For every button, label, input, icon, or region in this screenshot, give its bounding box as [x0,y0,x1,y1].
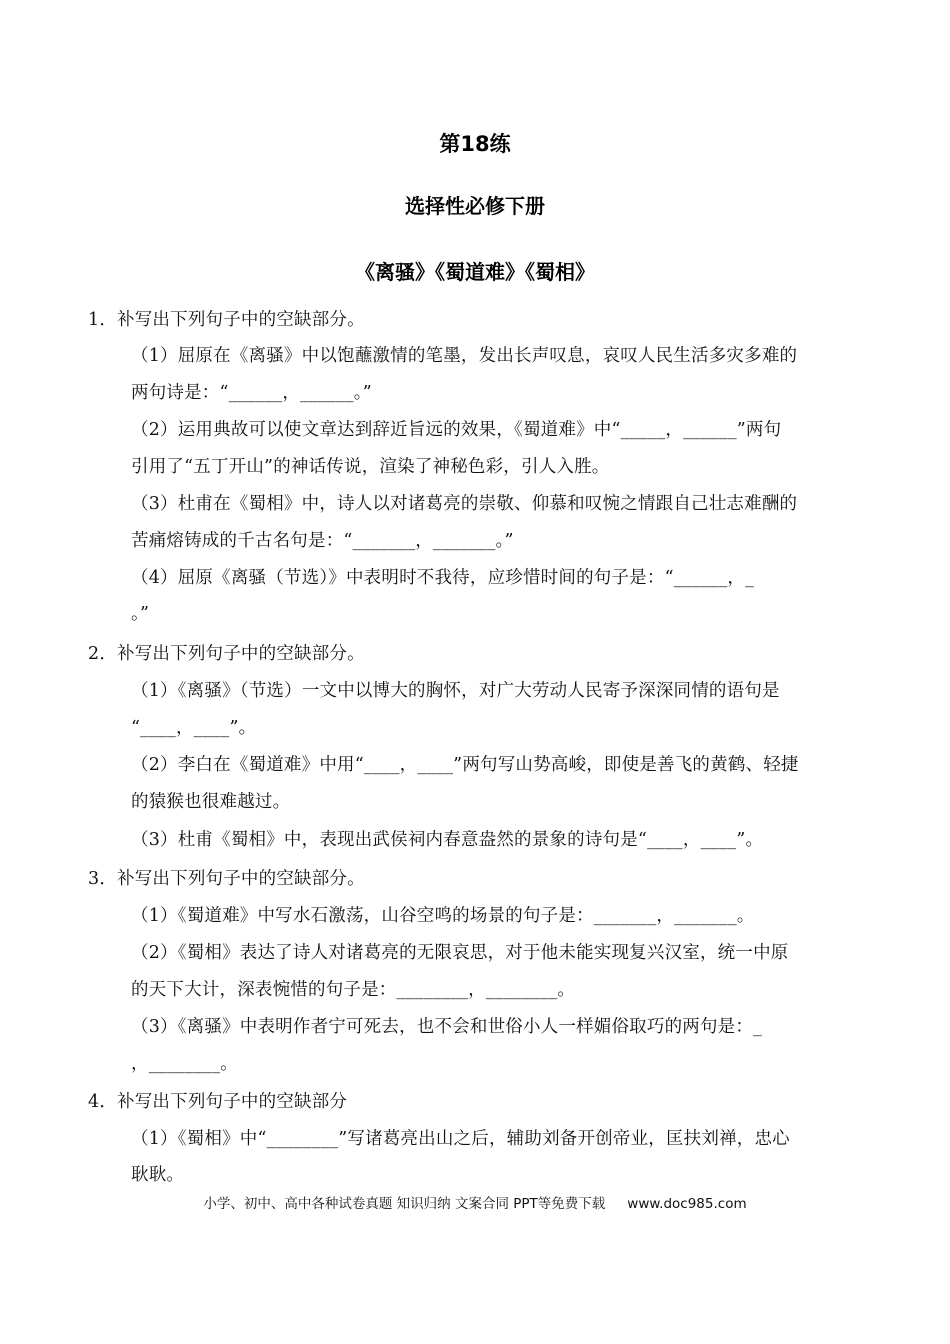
question-3-item-3-line-2: ，________。 [131,1054,238,1074]
question-3-item-3-line-1: （3）《离骚》中表明作者宁可死去，也不会和世俗小人一样媚俗取巧的两句是：_ [131,1017,763,1037]
question-3-item-2-line-2: 的天下大计，深表惋惜的句子是：________，________。 [131,980,576,1000]
question-1-item-2-line-1: （2）运用典故可以使文章达到辞近旨远的效果，《蜀道难》中“_____，______”两句 [131,420,782,440]
question-3-stem: 3．补写出下列句子中的空缺部分。 [88,869,365,889]
question-2-item-2-line-1: （2）李白在《蜀道难》中用“____，____”两句写山势高峻，即使是善飞的黄鹤、轻捷 [131,755,799,775]
question-2-item-1-line-1: （1）《离骚》（节选）一文中以博大的胸怀，对广大劳动人民寄予深深同情的语句是 [131,681,780,701]
page-footer [0,1192,950,1212]
question-2-item-3-line-1: （3）杜甫《蜀相》中，表现出武侯祠内春意盎然的景象的诗句是“____，____”。 [131,830,764,850]
question-1-item-3-line-2: 苦痛熔铸成的千古名句是：“_______，_______。” [131,531,514,551]
question-2-item-2-line-2: 的猿猴也很难越过。 [131,792,291,812]
question-3-item-1-line-1: （1）《蜀道难》中写水石激荡，山谷空鸣的场景的句子是：_______，_______。 [131,906,755,926]
question-1-item-2-line-2: 引用了“五丁开山”的神话传说，渲染了神秘色彩，引人入胜。 [131,457,610,477]
question-3-item-2-line-1: （2）《蜀相》表达了诗人对诸葛亮的无限哀思，对于他未能实现复兴汉室，统一中原 [131,943,789,963]
question-4-stem: 4．补写出下列句子中的空缺部分 [88,1092,348,1112]
texts-title: 《离骚》《蜀道难》《蜀相》 [355,260,595,284]
question-4-item-1-line-1: （1）《蜀相》中“________”写诸葛亮出山之后，辅助刘备开创帝业，匡扶刘禅，忠心 [131,1129,790,1149]
footer-site-link[interactable]: www.doc985.com [627,1196,747,1212]
question-1-item-4-line-1: （4）屈原《离骚（节选）》中表明时不我待，应珍惜时间的句子是：“______，_ [131,568,755,588]
footer-text: 小学、初中、高中各种试卷真题 知识归纳 文案合同 PPT等免费下载 [203,1196,606,1212]
question-4-item-1-line-2: 耿耿。 [131,1165,185,1185]
question-1-stem: 1．补写出下列句子中的空缺部分。 [88,310,365,330]
question-1-item-4-line-2: 。” [131,604,150,624]
question-2-item-1-line-2: “____，____”。 [131,718,257,738]
question-1-item-3-line-1: （3）杜甫在《蜀相》中，诗人以对诸葛亮的崇敬、仰慕和叹惋之情跟自己壮志难酬的 [131,494,798,514]
question-1-item-1-line-2: 两句诗是：“______，______。” [131,383,372,403]
question-1-item-1-line-1: （1）屈原在《离骚》中以饱蘸激情的笔墨，发出长声叹息，哀叹人民生活多灾多难的 [131,346,798,366]
question-2-stem: 2．补写出下列句子中的空缺部分。 [88,644,365,664]
lesson-title: 第18练 [439,132,511,156]
book-title: 选择性必修下册 [405,194,545,218]
